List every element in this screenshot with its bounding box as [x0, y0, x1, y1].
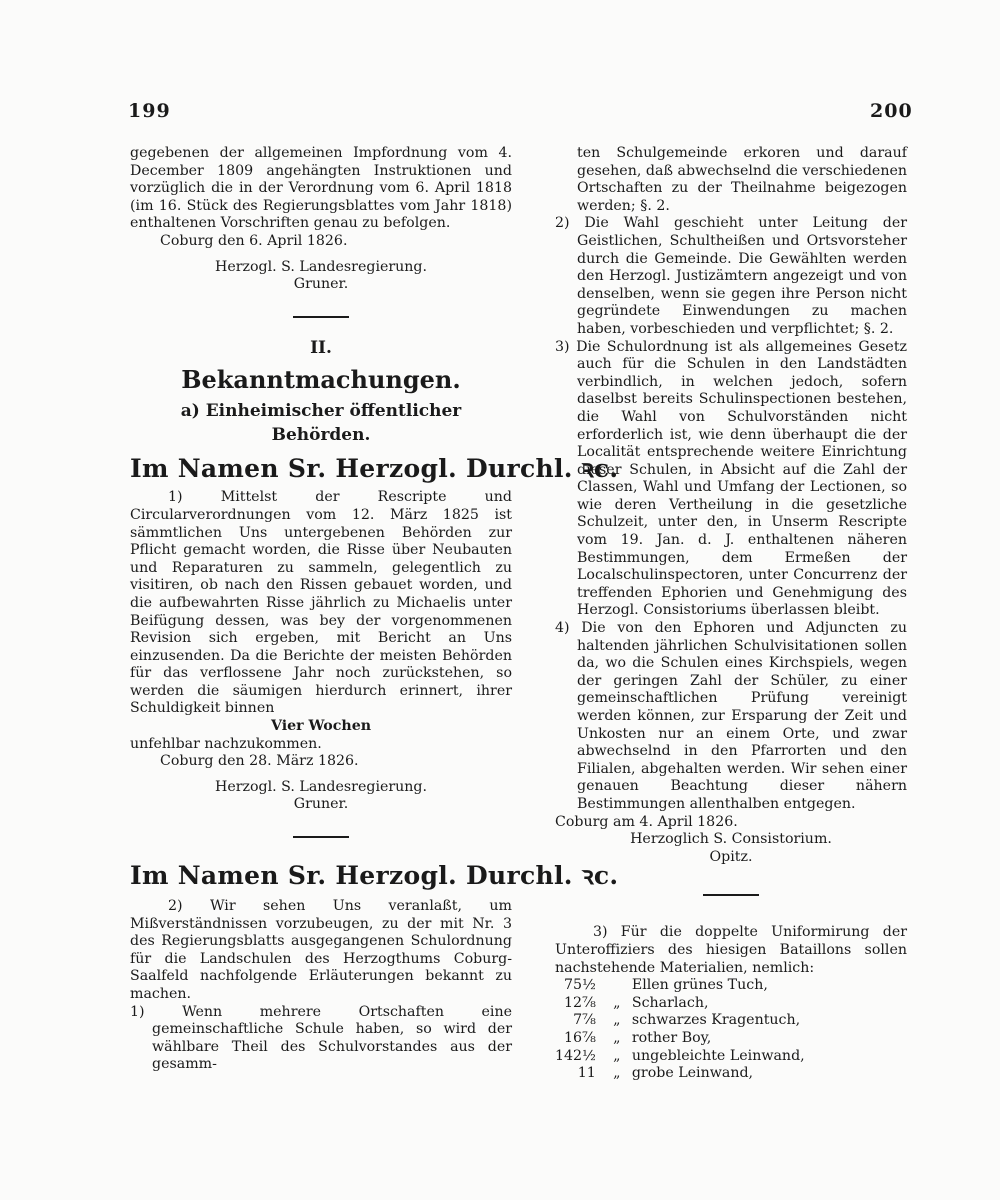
- material-name: schwarzes Kragentuch,: [631, 1012, 801, 1029]
- material-quantity: 11: [577, 1065, 596, 1082]
- deadline-text: Vier Wochen: [270, 718, 372, 735]
- material-name: Ellen grünes Tuch,: [631, 977, 768, 994]
- signature-name: Opitz.: [709, 848, 753, 865]
- date-line: Coburg den 6. April 1826.: [160, 232, 348, 249]
- section-title: Bekanntmachungen.: [181, 365, 461, 395]
- signature-authority: Herzogl. S. Landesregierung.: [214, 258, 428, 275]
- signature-name: Gruner.: [293, 796, 349, 813]
- signature-authority: Herzogl. S. Landesregierung.: [214, 778, 428, 795]
- decree-paragraph: 1) Mittelst der Rescripte und Circularverordnungen vom 12. März 1825 ist sämmtlichen Uns untergebenen Behörden zur Pflicht gemacht worden, die Risse über Neubauten und Reparaturen zu sammeln, gelegentlich zu visitiren, ob nach den Rissen gebauet worden, und die aufbewahrten Risse jährlich zu Michaelis unter Beifügung dessen, was bey der vorgenommenen Revision sich ergeben, mit Bericht an Uns einzusenden. Da die Berichte der meisten Behörden für das verflossene Jahr noch zurückstehen, so werden die säumigen hierdurch erinnert, ihrer Schuldigkeit binnen: [130, 489, 512, 717]
- page-number-left: 199: [128, 100, 171, 122]
- subsection-title: a) Einheimischer öffentlicher Behörden.: [180, 401, 462, 446]
- material-quantity: 142½: [555, 1047, 596, 1064]
- intro-paragraph: gegebenen der allgemeinen Impfordnung vom 4. December 1809 angehängten Instruktionen und vorzüglich die in der Verordnung vom 6. April 1818 (im 16. Stück des Regierungsblattes vom Jahr 1818) enthaltenen Vorschriften genau zu befolgen.: [130, 145, 512, 232]
- date-line: Coburg den 28. März 1826.: [160, 753, 359, 770]
- right-column: [555, 145, 907, 1083]
- material-quantity: 75½: [564, 977, 596, 994]
- date-line: Coburg am 4. April 1826.: [555, 813, 738, 830]
- material-name: ungebleichte Leinwand,: [631, 1047, 805, 1064]
- decree-heading: Im Namen Sr. Herzogl. Durchl. ꝛc.: [130, 861, 619, 891]
- notice-paragraph: 3) Für die doppelte Uniformirung der Unteroffiziers des hiesigen Bataillons sollen nachstehende Materialien, nemlich:: [555, 924, 907, 976]
- table-row: [555, 1030, 805, 1048]
- list-item: 1) Wenn mehrere Ortschaften eine gemeinschaftliche Schule haben, so wird der wählbare Theil des Schulvorstandes aus der gesamm-: [130, 1003, 512, 1073]
- continued-paragraph: ten Schulgemeinde erkoren und darauf gesehen, daß abwechselnd die verschiedenen Ortschaften zu der Theilnahme beigezogen werden; §. 2.: [577, 145, 907, 214]
- decree-closing: unfehlbar nachzukommen.: [130, 735, 322, 752]
- material-quantity: 16⅞: [564, 1029, 596, 1046]
- ditto-mark: „: [613, 1065, 621, 1082]
- material-name: Scharlach,: [631, 994, 709, 1011]
- list-item: 4) Die von den Ephoren und Adjuncten zu haltenden jährlichen Schulvisitationen sollen da, wo die Schulen eines Kirchspiels, wegen der geringen Zahl der Schüler, zu einer gemeinschaftlichen Prüfung vereinigt werden können, zur Ersparung der Zeit und Unkosten nur an einem Orte, und zwar abwechselnd in den Pfarrorten und den Filialen, abgehalten werden. Wir sehen einer genauen Beachtung dieser nähern Bestimmungen allenthalben entgegen.: [555, 620, 907, 812]
- list-item: 2) Die Wahl geschieht unter Leitung der Geistlichen, Schultheißen und Ortsvorsteher durch die Gemeinde. Die Gewählten werden den Herzogl. Justizämtern angezeigt und von denselben, wenn sie gegen ihre Person nicht gegründete Einwendungen zu machen haben, vorbeschieden und verpflichtet; §. 2.: [555, 215, 907, 337]
- ditto-mark: „: [613, 1029, 621, 1046]
- ditto-mark: „: [613, 1012, 621, 1029]
- table-row: [555, 977, 805, 995]
- table-row: [555, 1012, 805, 1030]
- table-row: [555, 1065, 805, 1083]
- table-row: [555, 995, 805, 1013]
- ditto-mark: [602, 977, 632, 995]
- material-name: grobe Leinwand,: [631, 1065, 754, 1082]
- table-row: [555, 1048, 805, 1066]
- section-number: II.: [310, 337, 332, 358]
- signature-name: Gruner.: [293, 276, 349, 293]
- material-quantity: 7⅞: [573, 1012, 596, 1029]
- material-name: rother Boy,: [631, 1029, 712, 1046]
- list-item: 3) Die Schulordnung ist als allgemeines Gesetz auch für die Schulen in den Landstädten verbindlich, in welchen jedoch, sofern daselbst bereits Schulinspectionen bestehen, die Wahl von Schulvorständen nicht erforderlich ist, wie denn überhaupt die der Localität entsprechende weitere Einrichtung dieser Schulen, in Absicht auf die Zahl der Classen, Wahl und Umfang der Lectionen, so wie deren Vertheilung in die gesetzliche Schulzeit, unter den, in Unserm Rescripte vom 19. Jan. d. J. enthaltenen näheren Bestimmungen, dem Ermeßen der Localschulinspectoren, unter Concurrenz der treffenden Ephorien und Genehmigung des Herzogl. Consistoriums überlassen bleibt.: [555, 338, 907, 619]
- signature-authority: Herzoglich S. Consistorium.: [630, 831, 832, 848]
- materials-table: [555, 977, 805, 1083]
- ditto-mark: „: [613, 994, 621, 1011]
- page-number-right: 200: [870, 100, 913, 122]
- decree-heading: Im Namen Sr. Herzogl. Durchl. ꝛc.: [130, 454, 619, 484]
- decree-paragraph: 2) Wir sehen Uns veranlaßt, um Mißverständnissen vorzubeugen, zu der mit Nr. 3 des Regierungsblatts ausgegangenen Schulordnung für die Landschulen des Herzogthums Coburg-Saalfeld nachfolgende Erläuterungen bekannt zu machen.: [130, 898, 512, 1002]
- material-quantity: 12⅞: [564, 994, 596, 1011]
- ditto-mark: „: [613, 1047, 621, 1064]
